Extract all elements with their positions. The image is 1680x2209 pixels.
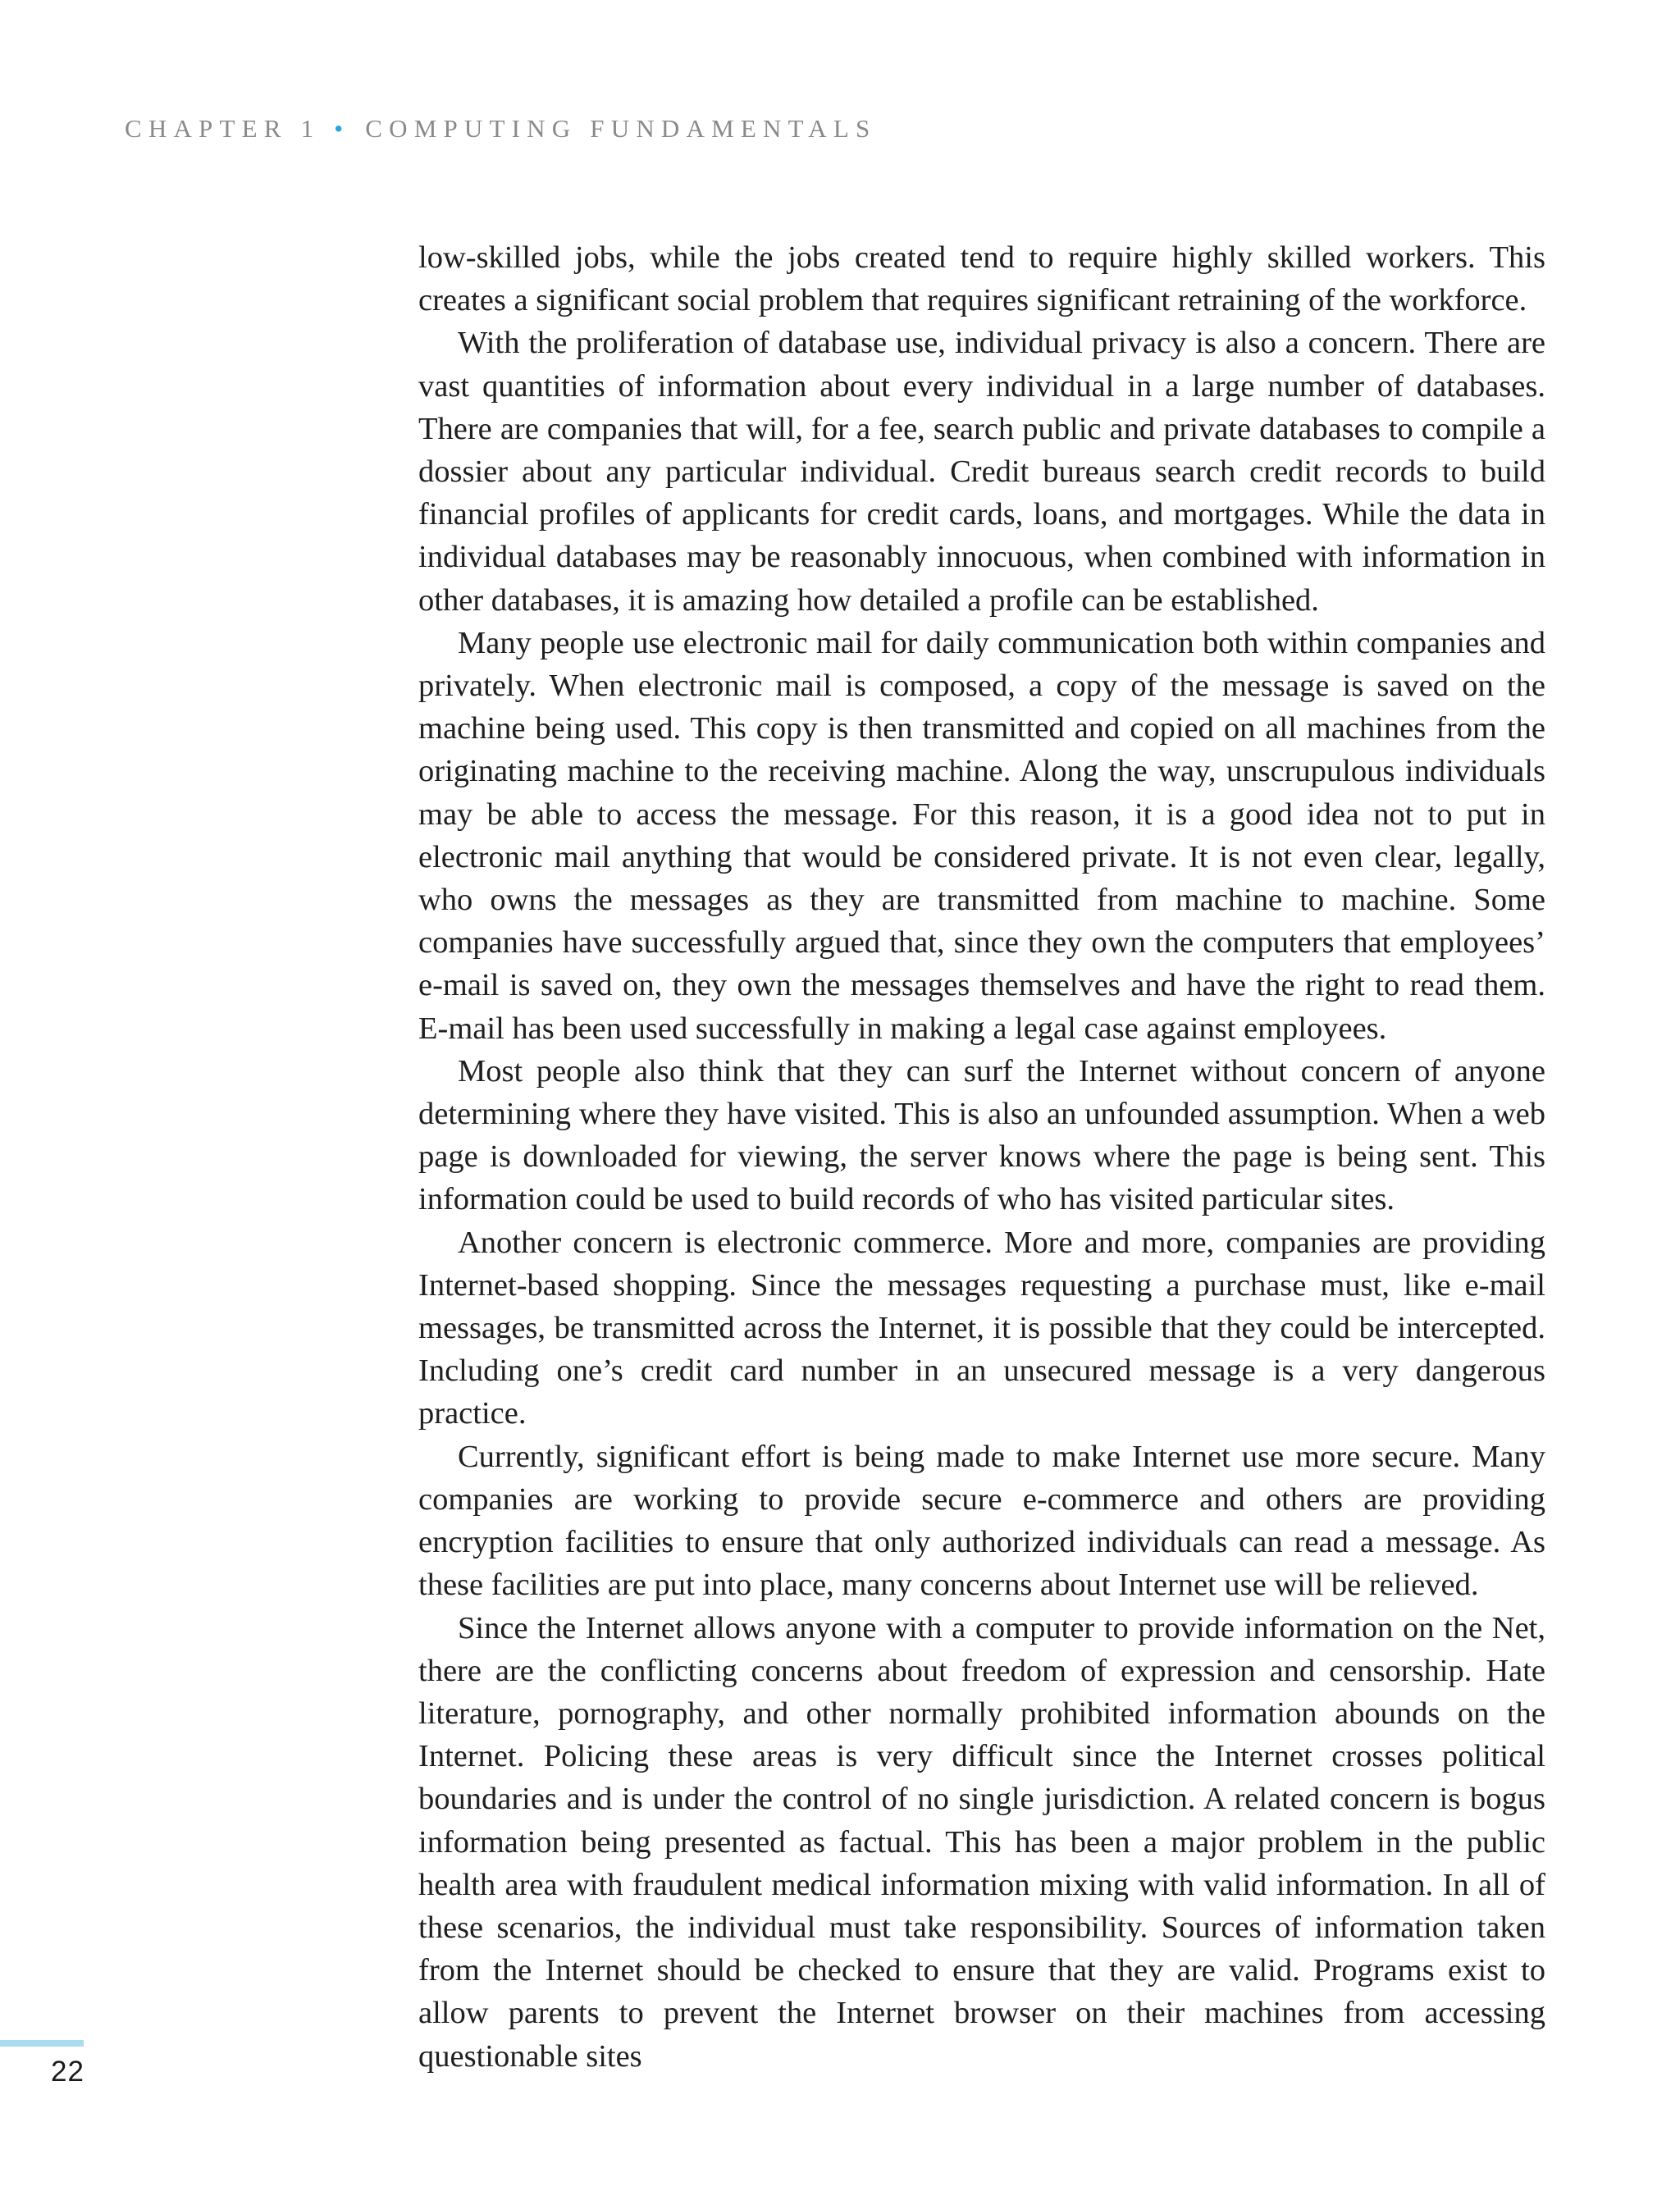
page-number: 22 — [51, 2056, 84, 2088]
running-header — [125, 114, 876, 144]
paragraph-internet-security: Currently, significant effort is being made to make Internet use more secure. Many companies are working to provide secure e-commerce and others are providing encryption facilities to ensure that only authorized individuals can read a message. As these facilities are put into place, many concerns about Internet use will be relieved. — [418, 1439, 1545, 1603]
paragraph-database-privacy: With the proliferation of database use, individual privacy is also a concern. There are vast quantities of information about every individual in a large number of databases. There are companies that will, for a fee, search public and private databases to compile a dossier about any particular individual. Credit bureaus search credit records to build financial profiles of applicants for credit cards, loans, and mortgages. While the data in individual databases may be reasonably innocuous, when combined with information in other databases, it is amazing how detailed a profile can be established. — [418, 326, 1545, 618]
header-separator-bullet: • — [334, 114, 350, 143]
paragraph-electronic-commerce: Another concern is electronic commerce. More and more, companies are providing Internet-based shopping. Since the messages requesting a purchase must, like e-mail messages, be transmitted across the Internet, it is possible that they could be intercepted. Including one’s credit card number in an unsecured message is a very dangerous practice. — [418, 1225, 1545, 1431]
paragraph-internet-tracking: Most people also think that they can surf the Internet without concern of anyone determining where they have visited. This is also an unfounded assumption. When a web page is downloaded for viewing, the server knows where the page is being sent. This information could be used to build records of who has visited particular sites. — [418, 1053, 1545, 1217]
page-number-accent-rule — [0, 2040, 84, 2047]
body-text — [418, 236, 1545, 2078]
chapter-title: COMPUTING FUNDAMENTALS — [365, 114, 877, 143]
paragraph-electronic-mail: Many people use electronic mail for daily communication both within companies and privately. When electronic mail is composed, a copy of the message is saved on the machine being used. This copy is then transmitted and copied on all machines from the originating machine to the receiving machine. Along the way, unscrupulous individuals may be able to access the message. For this reason, it is a good idea not to put in electronic mail anything that would be considered private. It is not even clear, legally, who owns the messages as they are transmitted from machine to machine. Some companies have successfully argued that, since they own the computers that employees’ e-mail is saved on, they own the messages themselves and have the right to read them. E-mail has been used successfully in making a legal case against employees. — [418, 625, 1545, 1046]
paragraph-censorship: Since the Internet allows anyone with a computer to provide information on the Net, there are the conflicting concerns about freedom of expression and censorship. Hate literature, pornography, and other normally prohibited information abounds on the Internet. Policing these areas is very difficult since the Internet crosses political boundaries and is under the control of no single jurisdiction. A related concern is bogus information being presented as factual. This has been a major problem in the public health area with fraudulent medical information mixing with valid information. In all of these scenarios, the individual must take responsibility. Sources of information taken from the Internet should be checked to ensure that they are valid. Programs exist to allow parents to prevent the Internet browser on their machines from accessing questionable sites — [418, 1610, 1545, 2074]
paragraph-continued: low-skilled jobs, while the jobs created tend to require highly skilled workers. This creates a significant social problem that requires significant retraining of the workforce. — [418, 240, 1545, 318]
chapter-label: CHAPTER 1 — [125, 114, 321, 143]
